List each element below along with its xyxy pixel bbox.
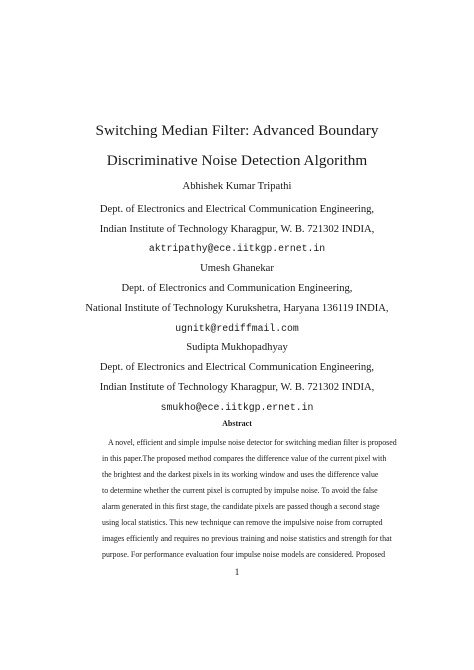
abstract-line: in this paper.The proposed method compares the difference value of the current pixel with — [102, 454, 387, 463]
author-name: Abhishek Kumar Tripathi — [182, 181, 292, 192]
abstract-line: to determine whether the current pixel is corrupted by impulse noise. To avoid the false — [102, 486, 378, 495]
paper-title-line-2: Discriminative Noise Detection Algorithm — [106, 152, 368, 169]
paper-title-line-1: Switching Median Filter: Advanced Boundary — [95, 122, 379, 139]
author-name: Umesh Ghanekar — [200, 263, 274, 275]
author-name: Sudipta Mukhopadhyay — [186, 342, 288, 354]
author-department: Dept. of Electronics and Electrical Communication Engineering, — [99, 362, 375, 374]
author-institute: Indian Institute of Technology Kharagpur, W. B. 721302 INDIA, — [99, 382, 375, 393]
author-email: ugnitk@rediffmail.com — [175, 322, 299, 334]
abstract-line: alarm generated in this first stage, the candidate pixels are passed though a second stage — [102, 502, 380, 511]
abstract-line: the brightest and the darkest pixels in its working window and uses the difference value — [102, 470, 379, 479]
abstract-line: purpose. For performance evaluation four impulse noise models are considered. Proposed — [102, 550, 386, 559]
abstract-line: A novel, efficient and simple impulse noise detector for switching median filter is proposed — [108, 438, 397, 447]
page-number: 1 — [234, 568, 240, 578]
abstract-line: images efficiently and requires no previous training and noise statistics and strength for that — [102, 534, 392, 543]
abstract-heading: Abstract — [222, 419, 252, 428]
abstract-line: using local statistics. This new technique can remove the impulsive noise from corrupted — [102, 518, 383, 527]
author-institute: National Institute of Technology Kurukshetra, Haryana 136119 INDIA, — [85, 302, 389, 314]
author-department: Dept. of Electronics and Electrical Communication Engineering, — [99, 203, 375, 215]
author-email: smukho@ece.iitkgp.ernet.in — [160, 401, 314, 413]
author-institute: Indian Institute of Technology Kharagpur, W. B. 721302 INDIA, — [99, 223, 375, 235]
author-email: aktripathy@ece.iitkgp.ernet.in — [148, 243, 326, 255]
author-department: Dept. of Electronics and Communication Engineering, — [121, 283, 353, 294]
